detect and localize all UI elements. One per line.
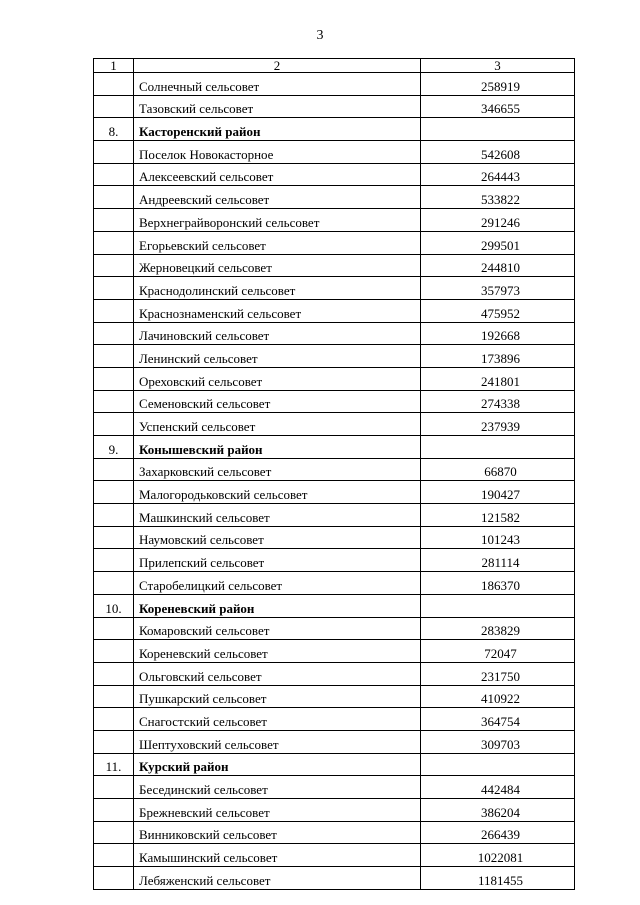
value-cell: 192668 [421, 322, 575, 345]
settlement-name-cell: Снагостский сельсовет [134, 708, 421, 731]
settlement-name-cell: Прилепский сельсовет [134, 549, 421, 572]
settlement-name-cell: Наумовский сельсовет [134, 526, 421, 549]
settlement-name-cell: Жерновецкий сельсовет [134, 254, 421, 277]
table-row [94, 186, 575, 209]
value-cell: 274338 [421, 390, 575, 413]
column-header-number: 1 [94, 59, 134, 73]
row-number-cell [94, 186, 134, 209]
table-row [94, 299, 575, 322]
settlement-name-cell: Старобелицкий сельсовет [134, 572, 421, 595]
row-number-cell [94, 776, 134, 799]
value-cell: 542608 [421, 141, 575, 164]
table-row [94, 799, 575, 822]
table-row [94, 549, 575, 572]
row-number-cell: 11. [94, 753, 134, 776]
allocation-table [93, 58, 575, 890]
row-number-cell [94, 867, 134, 890]
settlement-name-cell: Лачиновский сельсовет [134, 322, 421, 345]
table-row [94, 413, 575, 436]
value-cell: 1181455 [421, 867, 575, 890]
row-number-cell [94, 163, 134, 186]
row-number-cell [94, 277, 134, 300]
table-row [94, 708, 575, 731]
settlement-name-cell: Кореневский сельсовет [134, 640, 421, 663]
table-row [94, 163, 575, 186]
table-row [94, 867, 575, 890]
row-number-cell [94, 504, 134, 527]
district-row [94, 436, 575, 459]
table-row [94, 526, 575, 549]
table-header-row [94, 59, 575, 73]
settlement-name-cell: Пушкарский сельсовет [134, 685, 421, 708]
value-cell: 533822 [421, 186, 575, 209]
row-number-cell [94, 413, 134, 436]
row-number-cell [94, 526, 134, 549]
value-cell: 281114 [421, 549, 575, 572]
table-row [94, 277, 575, 300]
value-cell: 241801 [421, 367, 575, 390]
row-number-cell [94, 299, 134, 322]
value-cell: 364754 [421, 708, 575, 731]
value-cell: 121582 [421, 504, 575, 527]
settlement-name-cell: Успенский сельсовет [134, 413, 421, 436]
settlement-name-cell: Шептуховский сельсовет [134, 730, 421, 753]
row-number-cell: 10. [94, 594, 134, 617]
table-row [94, 821, 575, 844]
value-cell: 244810 [421, 254, 575, 277]
value-cell: 190427 [421, 481, 575, 504]
value-cell [421, 594, 575, 617]
value-cell: 291246 [421, 209, 575, 232]
row-number-cell [94, 458, 134, 481]
district-name-cell: Курский район [134, 753, 421, 776]
value-cell: 346655 [421, 95, 575, 118]
column-header-value: 3 [421, 59, 575, 73]
settlement-name-cell: Камышинский сельсовет [134, 844, 421, 867]
row-number-cell [94, 708, 134, 731]
settlement-name-cell: Ореховский сельсовет [134, 367, 421, 390]
value-cell: 72047 [421, 640, 575, 663]
value-cell: 266439 [421, 821, 575, 844]
settlement-name-cell: Алексеевский сельсовет [134, 163, 421, 186]
page-number: 3 [316, 28, 324, 43]
table-row [94, 141, 575, 164]
row-number-cell [94, 231, 134, 254]
table-row [94, 504, 575, 527]
district-row [94, 594, 575, 617]
settlement-name-cell: Солнечный сельсовет [134, 73, 421, 96]
table-row [94, 390, 575, 413]
table-row [94, 322, 575, 345]
table-row [94, 776, 575, 799]
settlement-name-cell: Захарковский сельсовет [134, 458, 421, 481]
row-number-cell [94, 730, 134, 753]
row-number-cell [94, 662, 134, 685]
settlement-name-cell: Верхнеграйворонский сельсовет [134, 209, 421, 232]
value-cell: 237939 [421, 413, 575, 436]
settlement-name-cell: Андреевский сельсовет [134, 186, 421, 209]
row-number-cell [94, 390, 134, 413]
value-cell [421, 753, 575, 776]
table-row [94, 345, 575, 368]
district-row [94, 753, 575, 776]
row-number-cell [94, 95, 134, 118]
table-row [94, 481, 575, 504]
table-row [94, 572, 575, 595]
value-cell: 66870 [421, 458, 575, 481]
settlement-name-cell: Тазовский сельсовет [134, 95, 421, 118]
value-cell: 299501 [421, 231, 575, 254]
table-row [94, 844, 575, 867]
row-number-cell [94, 481, 134, 504]
table-row [94, 231, 575, 254]
settlement-name-cell: Бесединский сельсовет [134, 776, 421, 799]
row-number-cell [94, 73, 134, 96]
settlement-name-cell: Лебяженский сельсовет [134, 867, 421, 890]
row-number-cell [94, 640, 134, 663]
settlement-name-cell: Краснодолинский сельсовет [134, 277, 421, 300]
settlement-name-cell: Ленинский сельсовет [134, 345, 421, 368]
table-row [94, 458, 575, 481]
settlement-name-cell: Малогородьковский сельсовет [134, 481, 421, 504]
district-name-cell: Касторенский район [134, 118, 421, 141]
district-name-cell: Конышевский район [134, 436, 421, 459]
settlement-name-cell: Егорьевский сельсовет [134, 231, 421, 254]
value-cell: 173896 [421, 345, 575, 368]
row-number-cell [94, 799, 134, 822]
row-number-cell [94, 821, 134, 844]
settlement-name-cell: Винниковский сельсовет [134, 821, 421, 844]
settlement-name-cell: Краснознаменский сельсовет [134, 299, 421, 322]
district-name-cell: Кореневский район [134, 594, 421, 617]
row-number-cell: 8. [94, 118, 134, 141]
value-cell: 231750 [421, 662, 575, 685]
value-cell: 357973 [421, 277, 575, 300]
district-row [94, 118, 575, 141]
value-cell: 264443 [421, 163, 575, 186]
value-cell: 442484 [421, 776, 575, 799]
settlement-name-cell: Семеновский сельсовет [134, 390, 421, 413]
row-number-cell [94, 209, 134, 232]
table-row [94, 95, 575, 118]
table-body [94, 73, 575, 890]
row-number-cell [94, 685, 134, 708]
value-cell: 101243 [421, 526, 575, 549]
settlement-name-cell: Ольговский сельсовет [134, 662, 421, 685]
value-cell: 475952 [421, 299, 575, 322]
row-number-cell [94, 617, 134, 640]
row-number-cell [94, 844, 134, 867]
value-cell: 186370 [421, 572, 575, 595]
settlement-name-cell: Комаровский сельсовет [134, 617, 421, 640]
table-row [94, 640, 575, 663]
value-cell: 309703 [421, 730, 575, 753]
row-number-cell [94, 572, 134, 595]
value-cell [421, 118, 575, 141]
row-number-cell [94, 345, 134, 368]
table-row [94, 685, 575, 708]
settlement-name-cell: Машкинский сельсовет [134, 504, 421, 527]
value-cell: 386204 [421, 799, 575, 822]
table-row [94, 254, 575, 277]
table-row [94, 617, 575, 640]
value-cell: 283829 [421, 617, 575, 640]
row-number-cell [94, 549, 134, 572]
value-cell: 1022081 [421, 844, 575, 867]
row-number-cell: 9. [94, 436, 134, 459]
table-row [94, 209, 575, 232]
table-row [94, 73, 575, 96]
row-number-cell [94, 322, 134, 345]
row-number-cell [94, 141, 134, 164]
row-number-cell [94, 367, 134, 390]
value-cell: 410922 [421, 685, 575, 708]
settlement-name-cell: Поселок Новокасторное [134, 141, 421, 164]
row-number-cell [94, 254, 134, 277]
table-row [94, 730, 575, 753]
table-row [94, 367, 575, 390]
value-cell [421, 436, 575, 459]
column-header-name: 2 [134, 59, 421, 73]
settlement-name-cell: Брежневский сельсовет [134, 799, 421, 822]
value-cell: 258919 [421, 73, 575, 96]
table-row [94, 662, 575, 685]
